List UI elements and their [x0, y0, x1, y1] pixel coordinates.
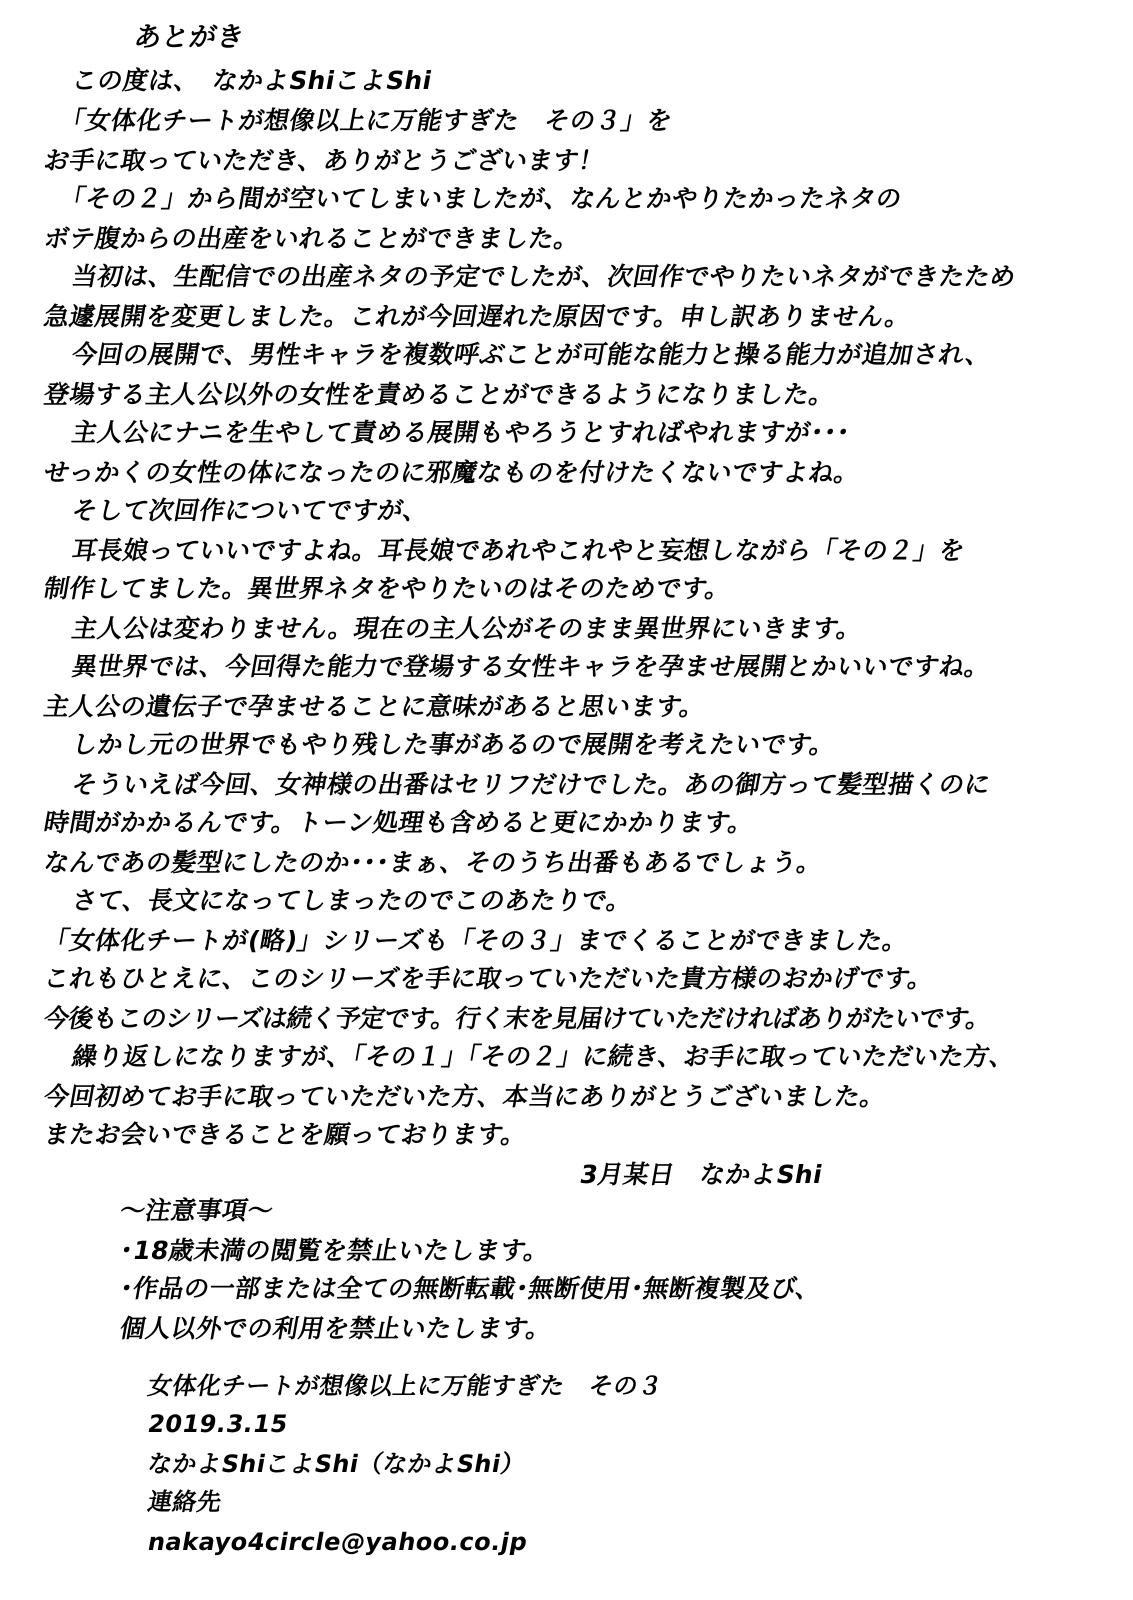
afterword-line: 「女体化チートが(略)」シリーズも「その３」までくることができました。 — [41, 926, 911, 955]
afterword-line: お手に取っていただき、ありがとうございます！ — [41, 146, 607, 175]
afterword-signature: 3月某日 なかよShi — [577, 1160, 826, 1189]
notice-item: ･18歳未満の閲覧を禁止いたします。 — [117, 1236, 553, 1265]
afterword-line: さて、長文になってしまったのでこのあたりで。 — [69, 886, 635, 915]
afterword-line: またお会いできることを願っております。 — [41, 1120, 530, 1149]
afterword-line: ボテ腹からの出産をいれることができました。 — [41, 224, 583, 253]
afterword-line: 主人公にナニを生やして責める展開もやろうとすればやれますが･･･ — [69, 418, 853, 447]
afterword-heading: あとがき — [131, 22, 248, 53]
afterword-line: 登場する主人公以外の女性を責めることができるようになりました。 — [41, 380, 838, 409]
afterword-line: しかし元の世界でもやり残した事があるので展開を考えたいです。 — [69, 730, 838, 759]
afterword-line: 異世界では、今回得た能力で登場する女性キャラを孕ませ展開とかいいですね。 — [69, 652, 993, 681]
afterword-line: この度は、 なかよShiこよShi — [69, 66, 435, 95]
colophon-email: nakayo4circle@yahoo.co.jp — [145, 1528, 530, 1556]
afterword-line: 今後もこのシリーズは続く予定です。行く末を見届けていただければありがたいです。 — [41, 1004, 994, 1033]
afterword-line: 繰り返しになりますが、「その１」「その２」に続き、お手に取っていただいた方、 — [69, 1042, 1018, 1071]
afterword-line: 「女体化チートが想像以上に万能すぎた その３」を — [57, 106, 675, 135]
afterword-line: 主人公の遺伝子で孕ませることに意味があると思います。 — [41, 692, 708, 721]
notice-item: 個人以外での利用を禁止いたします。 — [117, 1314, 555, 1343]
notice-item: ･作品の一部または全ての無断転載･無断使用･無断複製及び、 — [117, 1274, 824, 1303]
afterword-line: 耳長娘っていいですよね。耳長娘であれやこれやと妄想しながら「その２」を — [69, 536, 968, 565]
colophon-contact-label: 連絡先 — [145, 1488, 225, 1516]
afterword-line: これもひとえに、このシリーズを手に取っていただいた貴方様のおかげです。 — [41, 964, 937, 993]
afterword-line: 当初は、生配信での出産ネタの予定でしたが、次回作でやりたいネタができたため — [69, 262, 1019, 291]
colophon-circle: なかよShiこよShi（なかよShi） — [145, 1450, 528, 1478]
afterword-line: せっかくの女性の体になったのに邪魔なものを付けたくないですよね。 — [41, 458, 863, 487]
afterword-line: そして次回作についてですが、 — [69, 496, 432, 525]
afterword-line: 急遽展開を変更しました。これが今回遅れた原因です。申し訳ありません。 — [41, 302, 914, 331]
afterword-line: 「その２」から間が空いてしまいましたが、なんとかやりたかったネタの — [57, 184, 905, 213]
afterword-line: 時間がかかるんです。トーン処理も含めると更にかかります。 — [41, 808, 757, 837]
afterword-line: そういえば今回、女神様の出番はセリフだけでした。あの御方って髪型描くのに — [69, 770, 993, 799]
afterword-line: なんであの髪型にしたのか･･･まぁ、そのうち出番もあるでしょう。 — [41, 848, 826, 877]
afterword-line: 主人公は変わりません。現在の主人公がそのまま異世界にいきます。 — [69, 614, 865, 643]
afterword-line: 今回の展開で、男性キャラを複数呼ぶことが可能な能力と操る能力が追加され、 — [69, 340, 994, 369]
notice-title: ～注意事項～ — [117, 1196, 276, 1225]
colophon-date: 2019.3.15 — [145, 1410, 291, 1438]
colophon-title: 女体化チートが想像以上に万能すぎた その３ — [145, 1372, 666, 1400]
afterword-line: 今回初めてお手に取っていただいた方、本当にありがとうございました。 — [41, 1082, 889, 1111]
afterword-line: 制作してました。異世界ネタをやりたいのはそのためです。 — [41, 574, 734, 603]
